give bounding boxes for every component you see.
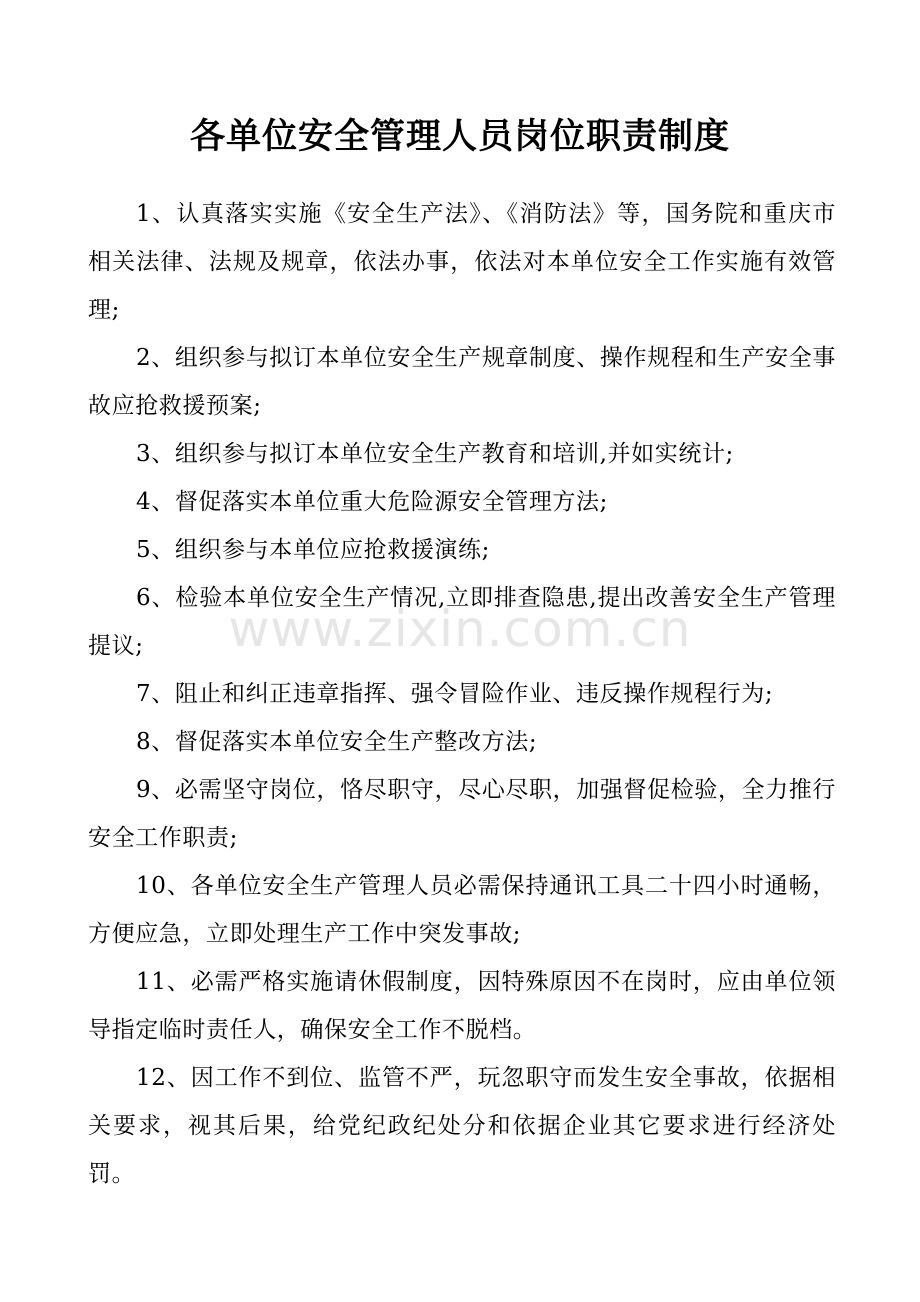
paragraph-11: 11、必需严格实施请休假制度，因特殊原因不在岗时，应由单位领导指定临时责任人，确保安全工作不脱档。 (88, 969, 836, 1043)
document-title: 各单位安全管理人员岗位职责制度 (189, 116, 730, 157)
paragraph-7: 7、阻止和纠正违章指挥、强令冒险作业、违反操作规程行为; (136, 681, 774, 707)
document-body (88, 190, 836, 1198)
paragraph-3: 3、组织参与拟订本单位安全生产教育和培训,并如实统计; (136, 441, 734, 467)
paragraph-12: 12、因工作不到位、监管不严，玩忽职守而发生安全事故，依据相关要求，视其后果，给党纪政纪处分和依据企业其它要求进行经济处罚。 (88, 1065, 836, 1187)
site-watermark: www.zixin.com.cn (228, 600, 692, 658)
paragraph-9: 9、必需坚守岗位，恪尽职守，尽心尽职，加强督促检验，全力推行安全工作职责; (88, 777, 836, 851)
paragraph-10: 10、各单位安全生产管理人员必需保持通讯工具二十四小时通畅，方便应急，立即处理生产工作中突发事故; (88, 873, 836, 947)
paragraph-8: 8、督促落实本单位安全生产整改方法; (136, 729, 538, 755)
paragraph-1: 1、认真落实实施《安全生产法》、《消防法》等，国务院和重庆市相关法律、法规及规章，依法办事，依法对本单位安全工作实施有效管理; (88, 201, 836, 323)
paragraph-4: 4、督促落实本单位重大危险源安全管理方法; (136, 489, 608, 515)
paragraph-5: 5、组织参与本单位应抢救援演练; (136, 537, 490, 563)
paragraph-6: 6、检验本单位安全生产情况,立即排查隐患,提出改善安全生产管理提议; (88, 585, 836, 659)
paragraph-2: 2、组织参与拟订本单位安全生产规章制度、操作规程和生产安全事故应抢救援预案; (88, 345, 836, 419)
